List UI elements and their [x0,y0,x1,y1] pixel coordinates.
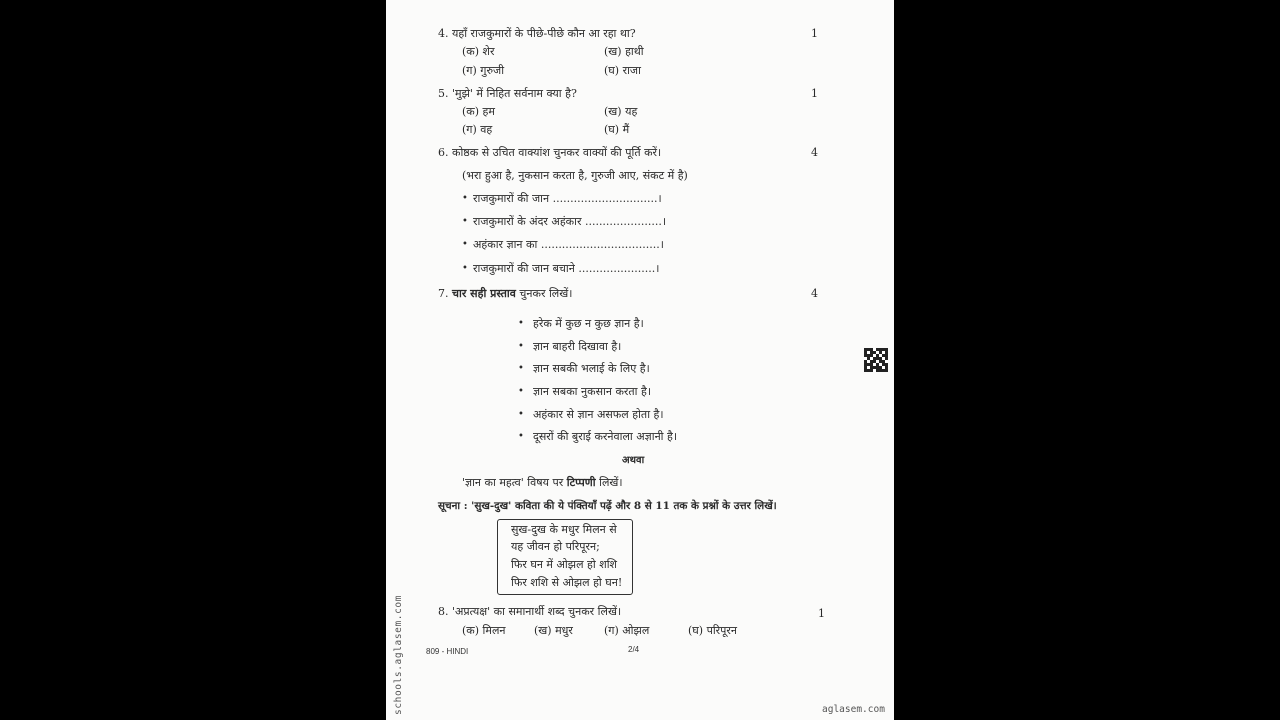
qr-code-icon [864,348,888,372]
q7-marks: 4 [811,287,818,300]
q7-rest: चुनकर लिखें। [519,287,573,300]
q7-bold: चार सही प्रस्ताव [452,287,516,300]
q7-alternative [462,476,623,490]
q5-option-c: (ग) वह [462,123,493,136]
q7-item-1: हरेक में कुछ न कुछ ज्ञान है। [533,317,644,330]
q5-option-b: (ख) यह [604,105,638,118]
q5-marks: 1 [811,87,818,100]
q7-alt-bold: टिप्पणी [566,476,596,489]
q5-option-a: (क) हम [462,105,495,118]
bullet-dot: • [518,363,524,374]
q5-question: 5. 'मुझे' में निहित सर्वनाम क्या है? [438,87,577,100]
q8-question: 8. 'अप्रत्यक्ष' का समानार्थी शब्द चुनकर लिखें। [438,605,622,618]
q8-marks: 1 [818,607,825,620]
q4-marks: 1 [811,27,818,40]
poem-line-4: फिर शशि से ओझल हो घन! [511,576,623,589]
q4-option-c: (ग) गुरुजी [462,64,505,77]
poem-line-1: सुख-दुख के मधुर मिलन से [511,523,617,536]
q8-option-c: (ग) ओझल [604,624,650,637]
bullet-dot: • [518,386,524,397]
corner-watermark: aglasem.com [822,704,885,715]
q7-item-4: ज्ञान सबका नुकसान करता है। [533,385,652,398]
poem-box [497,519,633,595]
q7-item-2: ज्ञान बाहरी दिखावा है। [533,340,622,353]
q7-or-label: अथवा [622,455,645,466]
footer-code: 809 - HINDI [426,647,469,656]
q5-option-d: (घ) मैं [604,123,630,136]
q8-option-a: (क) मिलन [462,624,506,637]
q7-item-3: ज्ञान सबकी भलाई के लिए है। [533,362,650,375]
poem-line-2: यह जीवन हो परिपूरन; [511,540,600,553]
poem-line-3: फिर घन में ओझल हो शशि [511,558,618,571]
footer-page: 2/4 [628,645,640,654]
q8-option-b: (ख) मधुर [534,624,573,637]
bullet-dot: • [518,431,524,442]
q7-alt-part1: 'ज्ञान का महत्व' विषय पर [462,476,564,489]
q6-item-3: अहंकार ज्ञान का ..................................। [473,238,664,251]
q6-item-2: राजकुमारों के अंदर अहंकार ......................। [473,215,667,228]
q4-option-b: (ख) हाथी [604,45,644,58]
exam-page [386,0,894,720]
q6-item-4: राजकुमारों की जान बचाने ......................। [473,262,660,275]
q7-question [438,287,572,301]
notice-text: सूचना : 'सुख-दुख' कविता की ये पंक्तियाँ पढ़ें और 8 से 11 तक के प्रश्नों के उत्तर लिखें। [438,500,777,512]
q6-choices: (भरा हुआ है, नुकसान करता है, गुरुजी आए, संकट में है) [462,169,688,182]
q6-item-1: राजकुमारों की जान ..............................। [473,192,662,205]
q6-question: 6. कोष्ठक से उचित वाक्यांश चुनकर वाक्यों की पूर्ति करें। [438,146,662,159]
vertical-watermark: schools.aglasem.com [393,594,404,715]
q7-alt-part2: लिखें। [599,476,623,489]
bullet-dot: • [518,318,524,329]
q8-option-d: (घ) परिपूरन [688,624,738,637]
q7-item-6: दूसरों की बुराई करनेवाला अज्ञानी है। [533,430,678,443]
q4-option-d: (घ) राजा [604,64,641,77]
bullet-dot: • [518,409,524,420]
q7-item-5: अहंकार से ज्ञान असफल होता है। [533,408,664,421]
q7-number: 7. [438,287,449,300]
bullet-dot: • [462,193,468,204]
bullet-dot: • [462,216,468,227]
q4-question: 4. यहाँ राजकुमारों के पीछे-पीछे कौन आ रहा था? [438,27,636,40]
bullet-dot: • [518,341,524,352]
bullet-dot: • [462,263,468,274]
bullet-dot: • [462,239,468,250]
q4-option-a: (क) शेर [462,45,495,58]
q6-marks: 4 [811,146,818,159]
